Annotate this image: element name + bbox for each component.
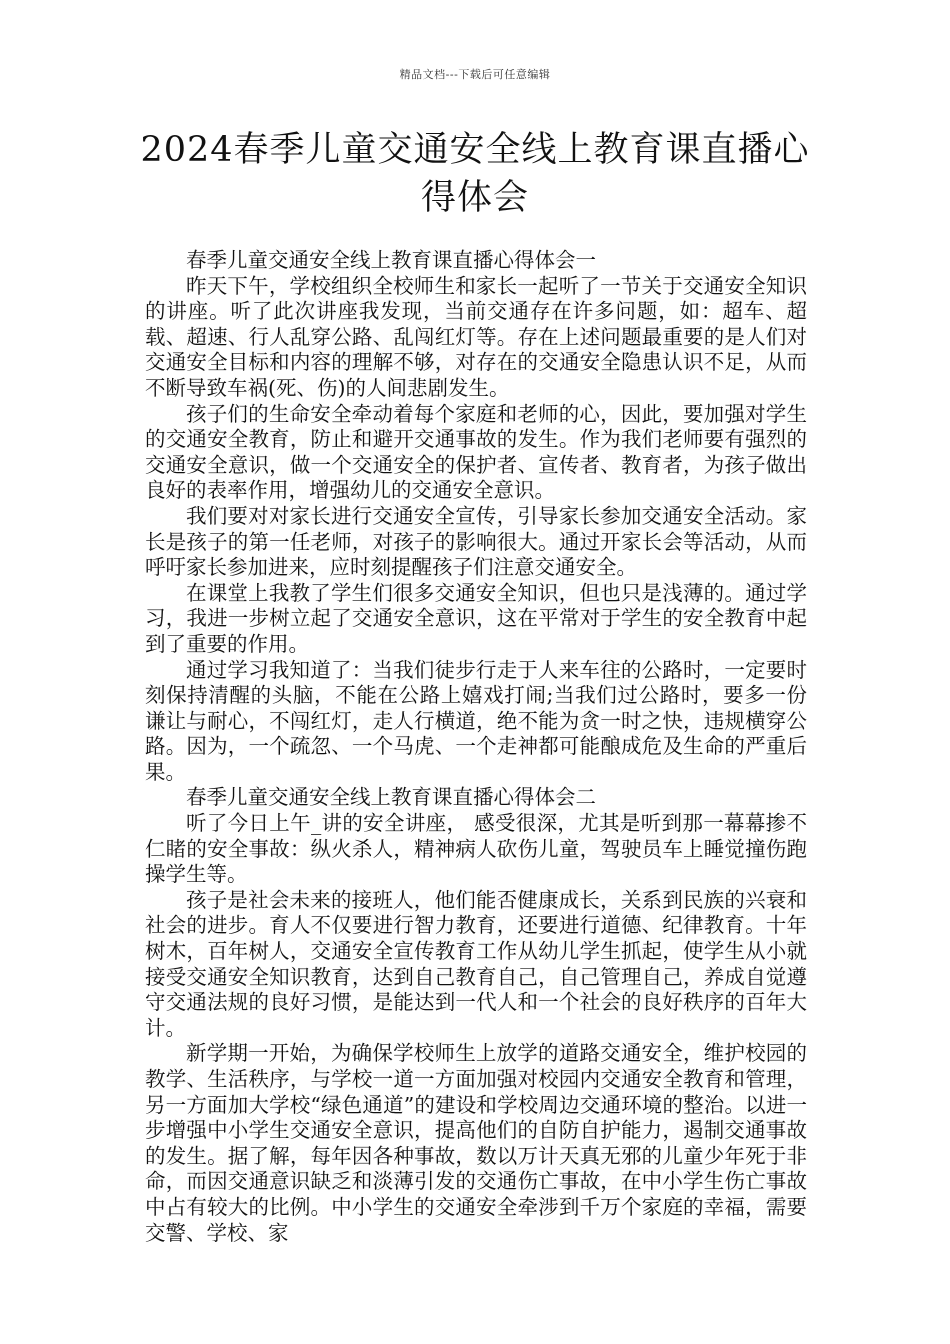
paragraph: 新学期一开始，为确保学校师生上放学的道路交通安全，维护校园的教学、生活秩序，与学校一道一方面加强对校园内交通安全教育和管理，另一方面加大学校“绿色通道”的建设和学校周边交通环境的整治。以进一步增强中小学生交通安全意识，提高他们的自防自护能力，遏制交通事故的发生。据了解，每年因各种事故，数以万计天真无邪的儿童少年死于非命，而因交通意识缺乏和淡薄引发的交通伤亡事故，在中小学生伤亡事故中占有较大的比例。中小学生的交通安全牵涉到千万个家庭的幸福，需要交警、学校、家 — [145, 1041, 807, 1245]
paragraph: 孩子是社会未来的接班人，他们能否健康成长，关系到民族的兴衰和社会的进步。育人不仅要进行智力教育，还要进行道德、纪律教育。十年树木，百年树人，交通安全宣传教育工作从幼儿学生抓起，使学生从小就接受交通安全知识教育，达到自己教育自己，自己管理自己，养成自觉遵守交通法规的良好习惯，是能达到一代人和一个社会的良好秩序的百年大计。 — [145, 887, 807, 1040]
paragraph: 孩子们的生命安全牵动着每个家庭和老师的心，因此，要加强对学生的交通安全教育，防止和避开交通事故的发生。作为我们老师要有强烈的交通安全意识，做一个交通安全的保护者、宣传者、教育者，为孩子做出良好的表率作用，增强幼儿的交通安全意识。 — [145, 401, 807, 503]
document-title: 2024春季儿童交通安全线上教育课直播心得体会 — [140, 130, 810, 218]
paragraph: 昨天下午，学校组织全校师生和家长一起听了一节关于交通安全知识的讲座。听了此次讲座我发现，当前交通存在许多问题，如：超车、超载、超速、行人乱穿公路、乱闯红灯等。存在上述问题最重要的是人们对交通安全目标和内容的理解不够，对存在的交通安全隐患认识不足，从而不断导致车祸(死、伤)的人间悲剧发生。 — [145, 273, 807, 400]
paragraph: 听了今日上午_讲的安全讲座， 感受很深，尤其是听到那一幕幕掺不仁睹的安全事故：纵火杀人，精神病人砍伤儿童，驾驶员车上睡觉撞伤跑操学生等。 — [145, 811, 807, 887]
paragraph: 在课堂上我教了学生们很多交通安全知识，但也只是浅薄的。通过学习，我进一步树立起了交通安全意识，这在平常对于学生的安全教育中起到了重要的作用。 — [145, 580, 807, 656]
paragraph-section-heading-2: 春季儿童交通安全线上教育课直播心得体会二 — [186, 785, 596, 810]
page-header: 精品文档---下载后可任意编辑 — [399, 68, 551, 81]
paragraph: 通过学习我知道了：当我们徒步行走于人来车往的公路时，一定要时刻保持清醒的头脑，不能在公路上嬉戏打闹;当我们过公路时，要多一份谦让与耐心，不闯红灯，走人行横道，绝不能为贪一时之快，违规横穿公路。因为，一个疏忽、一个马虎、一个走神都可能酿成危及生命的严重后果。 — [145, 657, 807, 784]
paragraph: 我们要对对家长进行交通安全宣传，引导家长参加交通安全活动。家长是孩子的第一任老师，对孩子的影响很大。通过开家长会等活动，从而呼吁家长参加进来，应时刻提醒孩子们注意交通安全。 — [145, 503, 807, 580]
document-body — [145, 248, 807, 1246]
paragraph-section-heading-1: 春季儿童交通安全线上教育课直播心得体会一 — [186, 248, 596, 272]
